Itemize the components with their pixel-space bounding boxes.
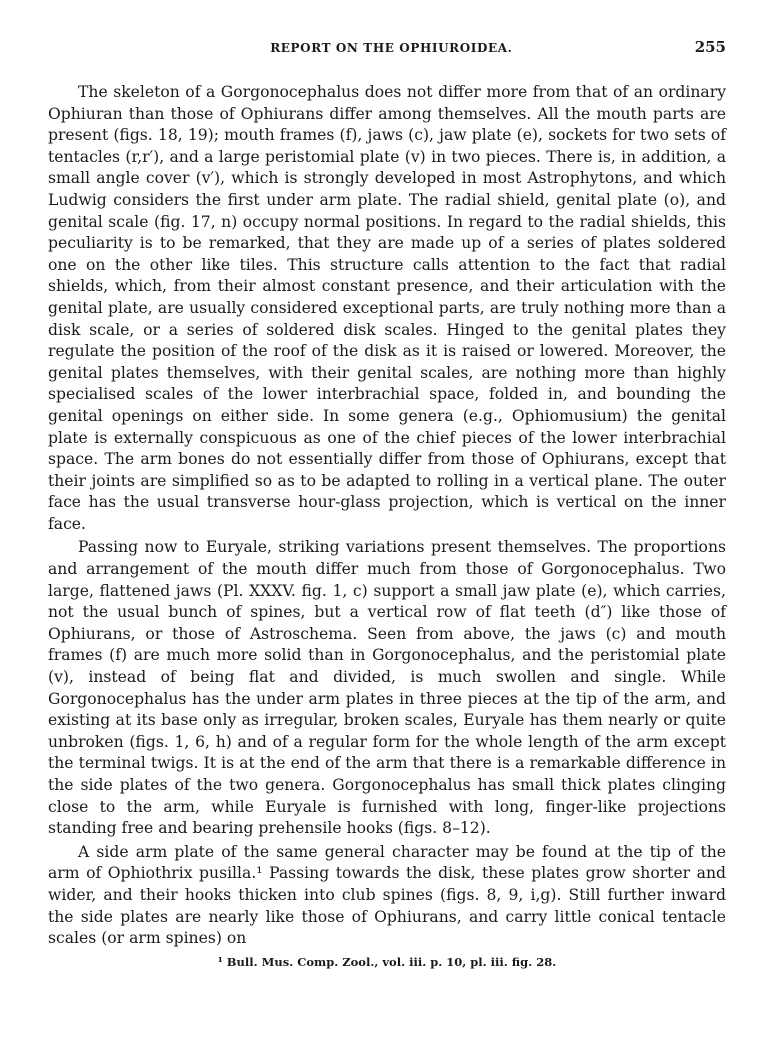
paragraph-side-arm-plate: A side arm plate of the same general character may be found at the tip of the arm of Ophiothrix pusilla.¹ Passing towards the disk, these plates grow shorter and wider, and their hooks thicken into club spines (figs. 8, 9, i,g). Still further inward the side plates are nearly like those of Ophiurans, and carry little conical tentacle scales (or arm spines) on bbox=[48, 842, 726, 948]
page-header bbox=[48, 38, 726, 68]
document-page bbox=[48, 38, 726, 970]
footnote: ¹ Bull. Mus. Comp. Zool., vol. iii. p. 10, pl. iii. fig. 28. bbox=[217, 954, 557, 969]
body-text bbox=[48, 82, 726, 950]
running-title: REPORT ON THE OPHIUROIDEA. bbox=[270, 41, 513, 55]
page-number: 255 bbox=[694, 38, 726, 56]
paragraph-skeleton-gorgonocephalus: The skeleton of a Gorgonocephalus does not differ more from that of an ordinary Ophiuran than those of Ophiurans differ among themselves. All the mouth parts are present (figs. 18, 19); mouth frames (f), jaws (c), jaw plate (e), sockets for two sets of tentacles (r,r′), and a large peristomial plate (v) in two pieces. There is, in addition, a small angle cover (v′), which is strongly developed in most Astrophytons, and which Ludwig considers the first under arm plate. The radial shield, genital plate (o), and genital scale (fig. 17, n) occupy normal positions. In regard to the radial shields, this peculiarity is to be remarked, that they are made up of a series of plates soldered one on the other like tiles. This structure calls attention to the fact that radial shields, which, from their almost constant presence, and their articulation with the genital plate, are usually considered exceptional parts, are truly nothing more than a disk scale, or a series of soldered disk scales. Hinged to the genital plates they regulate the position of the roof of the disk as it is raised or lowered. Moreover, the genital plates themselves, with their genital scales, are nothing more than highly specialised scales of the lower interbrachial space, folded in, and bounding the genital openings on either side. In some genera (e.g., Ophiomusium) the genital plate is externally conspicuous as one of the chief pieces of the lower interbrachial space. The arm bones do not essentially differ from those of Ophiurans, except that their joints are simplified so as to be adapted to rolling in a vertical plane. The outer face has the usual transverse hour-glass projection, which is vertical on the inner face. bbox=[48, 83, 726, 533]
paragraph-euryale-variations: Passing now to Euryale, striking variations present themselves. The proportions and arrangement of the mouth differ much from those of Gorgonocephalus. Two large, flattened jaws (Pl. XXXV. fig. 1, c) support a small jaw plate (e), which carries, not the usual bunch of spines, but a vertical row of flat teeth (d″) like those of Ophiurans, or those of Astroschema. Seen from above, the jaws (c) and mouth frames (f) are much more solid than in Gorgonocephalus, and the peristomial plate (v), instead of being flat and divided, is much swollen and single. While Gorgonocephalus has the under arm plates in three pieces at the tip of the arm, and existing at its base only as irregular, broken scales, Euryale has them nearly or quite unbroken (figs. 1, 6, h) and of a regular form for the whole length of the arm except the terminal twigs. It is at the end of the arm that there is a remarkable difference in the side plates of the two genera. Gorgonocephalus has small thick plates clinging close to the arm, while Euryale is furnished with long, finger-like projections standing free and bearing prehensile hooks (figs. 8–12). bbox=[48, 538, 726, 838]
